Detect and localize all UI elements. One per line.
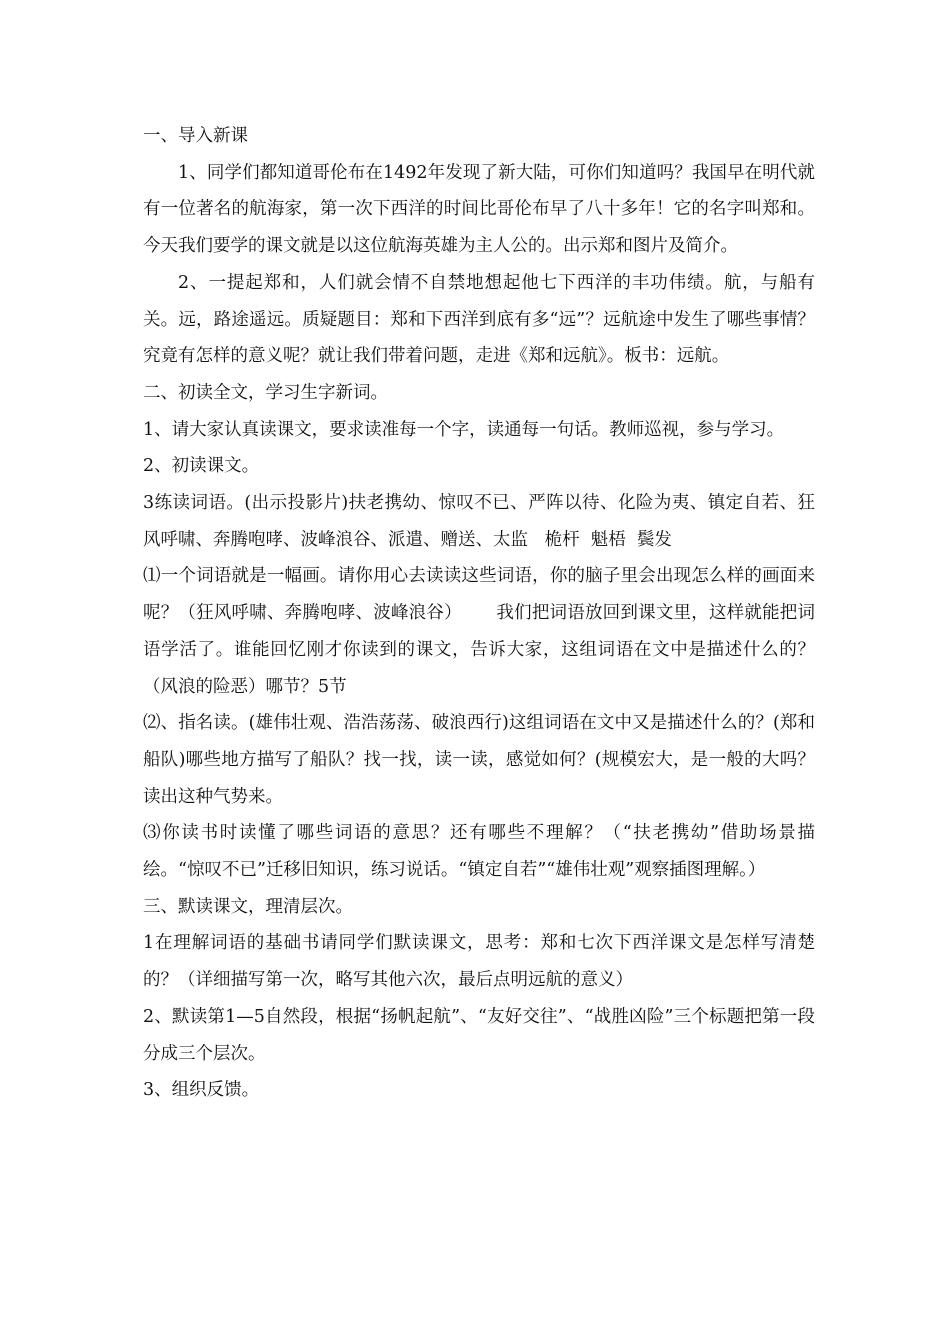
paragraph-reading-1: 1、请大家认真读课文，要求读准每一个字，读通每一句话。教师巡视，参与学习。: [143, 419, 785, 440]
paragraph-silent-2: 2、默读第1—5自然段，根据“扬帆起航”、“友好交往”、“战胜凶险”三个标题把第一段分成三个层次。: [143, 1006, 815, 1064]
paragraph-silent-1: 1在理解词语的基础书请同学们默读课文，思考：郑和七次下西洋课文是怎样写清楚的？（详细描写第一次，略写其他六次，最后点明远航的意义）: [143, 933, 815, 991]
paragraph-vocabulary-item-1: ⑴一个词语就是一幅画。请你用心去读读这些词语，你的脑子里会出现怎么样的画面来呢？（狂风呼啸、奔腾咆哮、波峰浪谷） 我们把词语放回到课文里，这样就能把词语学活了。谁能回忆刚才你读到的课文，告诉大家，这组词语在文中是描述什么的？（风浪的险恶）哪节？5节: [143, 566, 815, 697]
section-heading-intro: 一、导入新课: [143, 126, 248, 146]
paragraph-vocabulary-item-3: ⑶你读书时读懂了哪些词语的意思？还有哪些不理解？（“扶老携幼”借助场景描绘。“惊叹不已”迁移旧知识，练习说话。“镇定自若”“雄伟壮观”观察插图理解。）: [143, 823, 815, 881]
paragraph-reading-2: 2、初读课文。: [143, 456, 260, 477]
paragraph-vocabulary: 3练读词语。(出示投影片)扶老携幼、惊叹不已、严阵以待、化险为夷、镇定自若、狂风呼啸、奔腾咆哮、波峰浪谷、派遣、赠送、太监 桅杆 魁梧 鬓发: [143, 493, 815, 550]
paragraph-silent-3: 3、组织反馈。: [143, 1080, 260, 1101]
section-heading-first-reading: 二、初读全文，学习生字新词。: [143, 382, 388, 403]
paragraph-vocabulary-item-2: ⑵、指名读。(雄伟壮观、浩浩荡荡、破浪西行)这组词语在文中又是描述什么的？(郑和船队)哪些地方描写了船队？找一找，读一读，感觉如何？(规模宏大，是一般的大吗？读出这种气势来。: [143, 713, 815, 807]
paragraph-intro-1: 1、同学们都知道哥伦布在1492年发现了新大陆，可你们知道吗？我国早在明代就有一位著名的航海家，第一次下西洋的时间比哥伦布早了八十多年！它的名字叫郑和。今天我们要学的课文就是以这位航海英雄为主人公的。出示郑和图片及简介。: [143, 162, 815, 257]
paragraph-intro-2: 2、一提起郑和，人们就会情不自禁地想起他七下西洋的丰功伟绩。航，与船有关。远，路途遥远。质疑题目：郑和下西洋到底有多“远”？远航途中发生了哪些事情？究竟有怎样的意义呢？就让我们带着问题，走进《郑和远航》。板书：远航。: [143, 272, 815, 367]
section-heading-silent-reading: 三、默读课文，理清层次。: [143, 896, 353, 917]
document-body: [143, 118, 815, 1109]
